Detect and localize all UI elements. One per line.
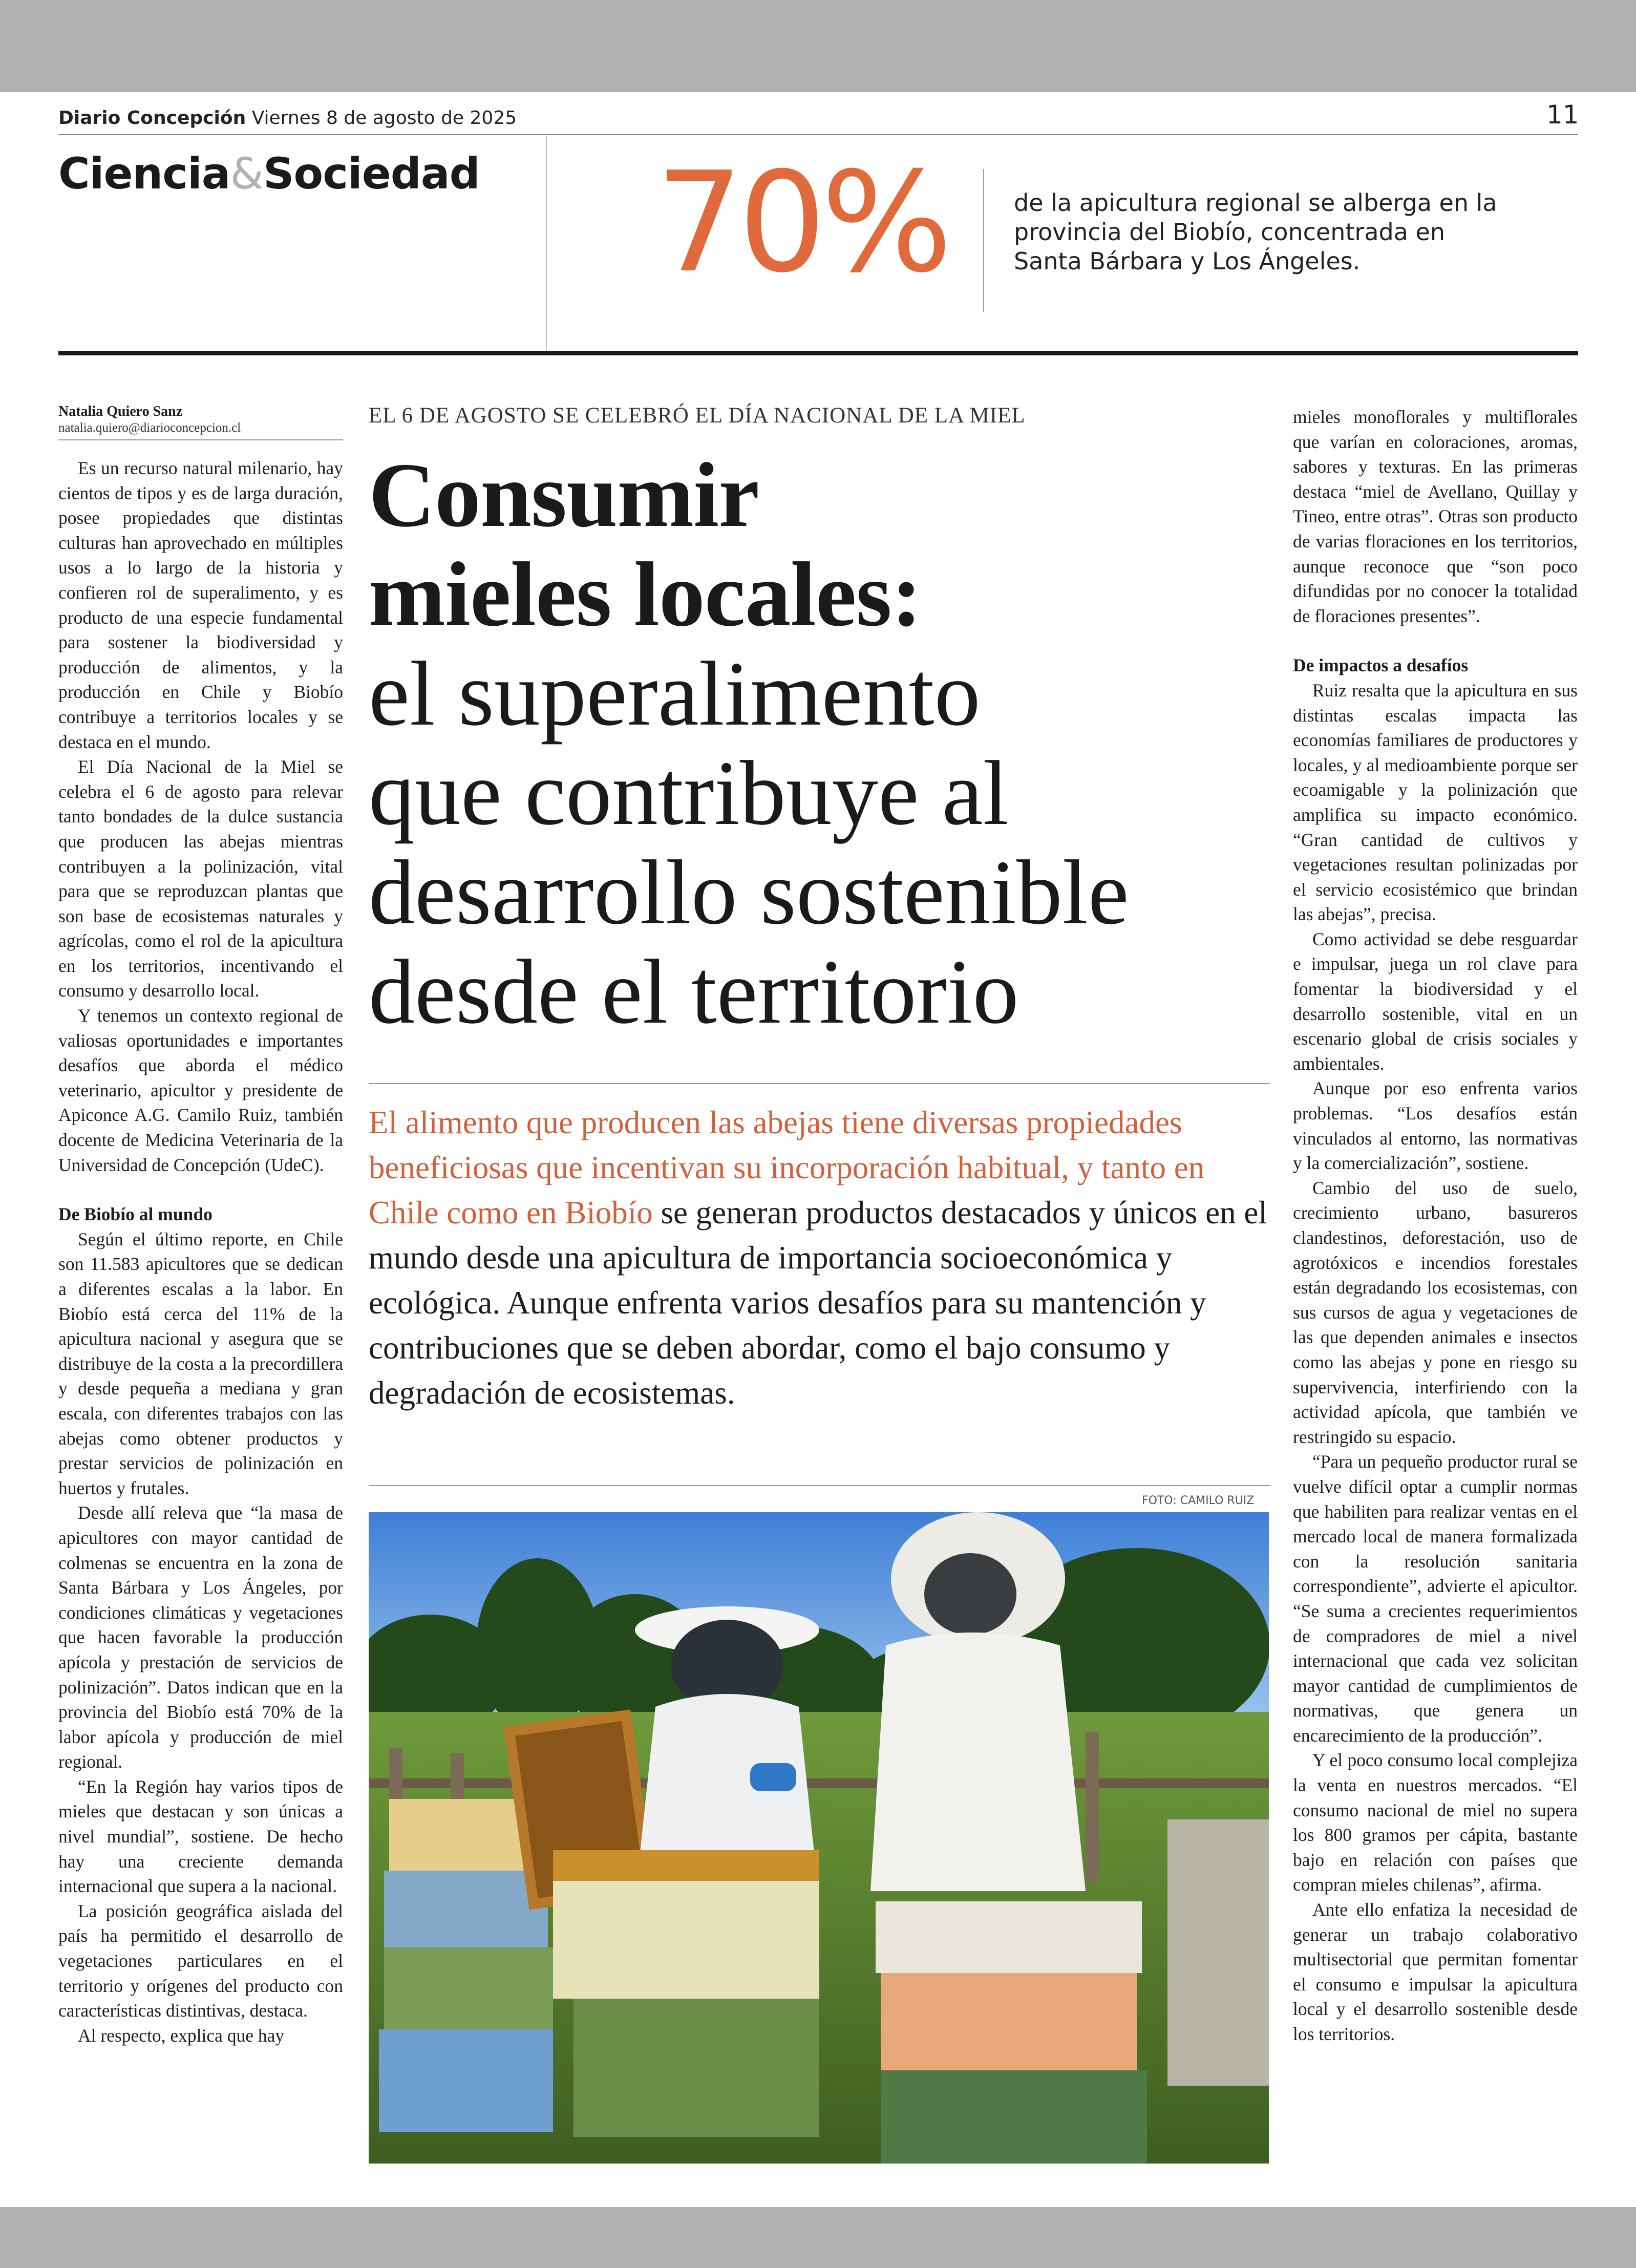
right-column xyxy=(1293,405,1578,2047)
section-title-part1: Ciencia xyxy=(58,149,230,199)
author-email: natalia.quiero@diarioconcepcion.cl xyxy=(58,421,241,435)
headline-line: el superalimento xyxy=(369,643,981,745)
headline-line: desarrollo sostenible xyxy=(369,841,1129,943)
hive-right xyxy=(876,1901,1147,2164)
section-ampersand: & xyxy=(230,149,263,199)
beekeeper-right xyxy=(870,1512,1086,1891)
header-divider xyxy=(546,136,547,351)
headline xyxy=(369,446,1285,1042)
headline-line: desde el territorio xyxy=(369,941,1019,1043)
paragraph: Es un recurso natural milenario, hay cientos de tipos y es de larga duración, posee propiedades que distintas culturas han aprovechado en múltiples usos a lo largo de la historia y confieren rol de superalimento, y es producto de una especie fundamental para sostener la biodiversidad y producción de alimentos, y la producción en Chile y Biobío contribuye a territorios locales y se destaca en el mundo. xyxy=(58,458,343,752)
folio-header xyxy=(58,108,517,129)
paragraph: El Día Nacional de la Miel se celebra el 6 de agosto para relevar tanto bondades de la dulce sustancia que producen las abejas mientras contribuyen a la polinización, vital para que se reproduzcan plantas que son base de ecosistemas naturales y agrícolas, como el rol de la apicultura en los territorios, incentivando el consumo y desarrollo local. xyxy=(58,756,343,1001)
kicker: EL 6 DE AGOSTO SE CELEBRÓ EL DÍA NACIONAL DE LA MIEL xyxy=(369,404,1026,428)
paragraph: “Para un pequeño productor rural se vuelve difícil optar a cumplir normas que habiliten para realizar ventas en el mercado local de manera formalizada con la resolución sanitaria correspondiente”, advierte el apicultor. “Se suma a crecientes requerimientos de compradores de miel a nivel internacional que cada vez solicitan mayor cantidad de cumplimientos de normativas, que genera un encarecimiento de la producción”. xyxy=(1293,1451,1578,1746)
top-margin-band xyxy=(0,0,1636,92)
paragraph: Aunque por eso enfrenta varios problemas. “Los desafíos están vinculados al entorno, las normativas y la comercialización”, sostiene. xyxy=(1293,1078,1578,1174)
paragraph: Desde allí releva que “la masa de apicultores con mayor cantidad de colmenas se encuentra en la zona de Santa Bárbara y Los Ángeles, por condiciones climáticas y vegetaciones que hacen favorable la producción apícola y prestación de servicios de polinización”. Datos indican que en la provincia del Biobío está 70% de la labor apícola y producción de miel regional. xyxy=(58,1502,343,1772)
paragraph: Ruiz resalta que la apicultura en sus distintas escalas impacta las economías familiares de productores y locales, y al medioambiente porque ser ecoamigable y la polinización que amplifica su impacto económico. “Gran cantidad de cultivos y vegetaciones resultan polinizadas por el servicio ecosistémico que brindan las abejas”, precisa. xyxy=(1293,680,1578,925)
paragraph: Al respecto, explica que hay xyxy=(78,2025,285,2046)
stat-value: 70% xyxy=(655,142,948,303)
paragraph: Y el poco consumo local complejiza la venta en nuestros mercados. “El consumo nacional de miel no supera los 800 gramos per cápita, bastante bajo en relación con países que compran mieles chilenas”, afirma. xyxy=(1293,1750,1578,1895)
subheading: De Biobío al mundo xyxy=(58,1204,213,1225)
byline xyxy=(58,404,343,440)
hive-far-right xyxy=(1167,1819,1269,2086)
lead-paragraph xyxy=(369,1100,1275,1415)
headline-line: que contribuye al xyxy=(369,742,1009,844)
photo-credit: FOTO: CAMILO RUIZ xyxy=(1142,1494,1255,1507)
section-title-part2: Sociedad xyxy=(263,149,480,199)
paragraph: Cambio del uso de suelo, crecimiento urbano, basureros clandestinos, deforestación, uso de agrotóxicos e incendios forestales están degradando los ecosistemas, con sus cursos de agua y vegetaciones de las que dependen animales e insectos como las abejas y pone en riesgo su supervivencia, interfiriendo con la actividad apícola, que también ve restringido su espacio. xyxy=(1293,1177,1578,1447)
photo-rule xyxy=(369,1485,1270,1486)
paragraph: Y tenemos un contexto regional de valiosas oportunidades e importantes desafíos que aborda el médico veterinario, apicultor y presidente de Apiconce A.G. Camilo Ruiz, también docente de Medicina Veterinaria de la Universidad de Concepción (UdeC). xyxy=(58,1005,343,1175)
left-column xyxy=(58,456,343,2048)
header-rule xyxy=(58,351,1578,355)
newspaper-name: Diario Concepción xyxy=(58,108,246,129)
headline-line: mieles locales: xyxy=(369,543,922,645)
stat-divider xyxy=(983,169,984,312)
paragraph: mieles monoflorales y multiflorales que varían en coloraciones, aromas, sabores y texturas. En las primeras destaca “miel de Avellano, Quillay y Tineo, entre otras”. Otras son producto de varias floraciones en los territorios, aunque reconoce que “son poco difundidas por no conocer la totalidad de floraciones presentes”. xyxy=(1293,407,1578,626)
bottom-margin-band xyxy=(0,2207,1636,2268)
paragraph: “En la Región hay varios tipos de mieles que destacan y son únicas a nivel mundial”, sostiene. De hecho hay una creciente demanda internacional que supera a la nacional. xyxy=(58,1776,343,1897)
subheading: De impactos a desafíos xyxy=(1293,655,1469,676)
issue-date: Viernes 8 de agosto de 2025 xyxy=(251,108,517,129)
headline-line: Consumir xyxy=(369,444,759,546)
beekeepers-photo xyxy=(369,1512,1269,2164)
stat-description: de la apicultura regional se alberga en la provincia del Biobío, concentrada en Santa Bárbara y Los Ángeles. xyxy=(1014,189,1497,275)
hive-center xyxy=(553,1850,819,2137)
paragraph: Ante ello enfatiza la necesidad de generar un trabajo colaborativo multisectorial que permitan fomentar el consumo e impulsar la apicultura local y el desarrollo sostenible desde los territorios. xyxy=(1293,1899,1578,2044)
author-name: Natalia Quiero Sanz xyxy=(58,404,183,419)
lead-accent-text: El alimento que producen las abejas tiene diversas propiedades beneficiosas que incentivan su incorporación habitual, y tanto en Chile como en Biobío xyxy=(369,1105,1205,1231)
lead-text: se generan productos destacados y únicos en el mundo desde una apicultura de importancia socioeconómica y ecológica. Aunque enfrenta varios desafíos para su mantención y contribuciones que se deben abordar, como el bajo consumo y degradación de ecosistemas. xyxy=(369,1195,1267,1411)
page-number: 11 xyxy=(1546,100,1579,130)
paragraph: Como actividad se debe resguardar e impulsar, juega un rol clave para fomentar la biodiversidad y el desarrollo sostenible, vital en un escenario global de crisis sociales y ambientales. xyxy=(1293,928,1578,1074)
paragraph: La posición geográfica aislada del país ha permitido el desarrollo de vegetaciones particulares en el territorio y orígenes del producto con características distintivas, destaca. xyxy=(58,1900,343,2021)
folio-rule xyxy=(58,134,1578,135)
paragraph: Según el último reporte, en Chile son 11.583 apicultores que se dedican a diferentes escalas a la labor. En Biobío está cerca del 11% de la apicultura nacional y asegura que se distribuye de la costa a la precordillera y desde pequeña a mediana y gran escala, con diferentes trabajos con las abejas como obtener productos y prestar servicios de polinización en huertos y frutales. xyxy=(58,1228,343,1498)
lead-rule xyxy=(369,1083,1270,1084)
section-title xyxy=(58,149,480,199)
byline-rule xyxy=(58,439,343,440)
